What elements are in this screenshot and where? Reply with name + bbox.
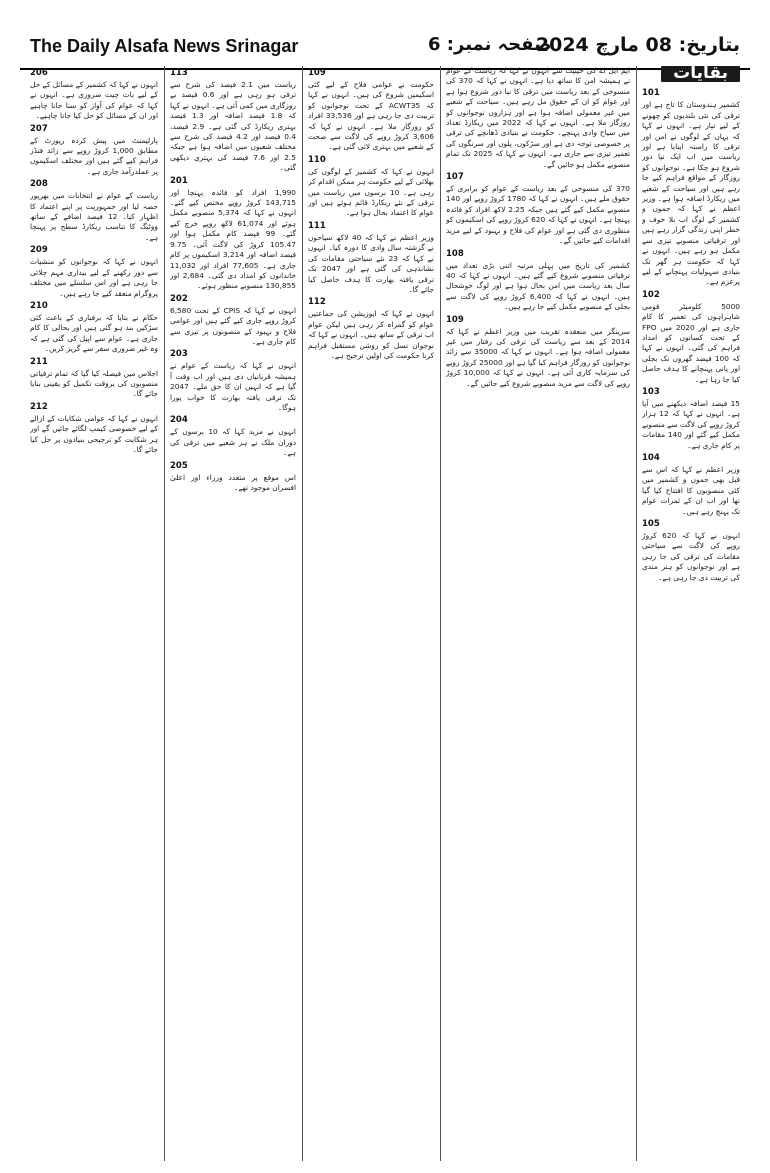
article-number: 108 [446,248,464,259]
article-block [170,294,296,348]
article-text: انہوں نے کہا کہ ریاست کے عوام نے ہمیشہ قربانیاں دی ہیں اور اب وقت آ گیا ہے کہ انہیں ان کا حق ملے۔ 2047 تک ترقی یافتہ بھارت کا خواب پورا ہوگا۔ [170,361,296,412]
article-text: اس موقع پر متعدد وزراء اور اعلیٰ افسران موجود تھے۔ [170,472,296,492]
article-number: 212 [30,401,48,412]
article-text: پارلیمنٹ میں پیش کردہ رپورٹ کے مطابق 1,000 کروڑ روپے سے زائد فنڈز فراہم کیے گئے ہیں اور مختلف اسکیموں پر عملدرآمد جاری ہے۔ [30,135,158,176]
article-number: 202 [170,293,188,304]
article-text: وزیر اعظم نے کہا کہ اس سے قبل بھی جموں و کشمیر میں کئی منصوبوں کا افتتاح کیا گیا تھا اور اب ان کے ثمرات عوام تک پہنچ رہے ہیں۔ [642,465,740,516]
article-text: سرینگر میں منعقدہ تقریب میں وزیر اعظم نے کہا کہ 2014 کے بعد سے ریاست کی ترقی کی رفتار میں غیر معمولی اضافہ ہوا ہے۔ انہوں نے کہا کہ 35000 سے زائد نوجوانوں کو روزگار فراہم کیا گیا ہے اور 25000 کروڑ روپے کی سرمایہ کاری آئی ہے۔ انہوں نے کہا کہ 10,000 کروڑ روپے کی لاگت سے مزید منصوبے شروع کیے جائیں گے۔ [446,326,630,388]
article-block [30,68,158,122]
article-text: 1,990 افراد کو فائدہ پہنچا اور 143,715 کروڑ روپے مختص کیے گئے۔ انہوں نے کہا کہ 5,374 منصوبے مکمل ہوئے اور 61,074 لاکھ روپے خرچ کیے گئے۔ 99 فیصد کام مکمل ہوا اور 105.47 کروڑ کی لاگت آئی۔ 9.75 فیصد اضافہ اور 3,214 اسکیموں پر کام جاری ہے۔ 77,605 افراد اور 11,032 خاندانوں کو امداد دی گئی۔ 2,684 اور 130,855 منصوبے منظور ہوئے۔ [170,187,296,291]
article-number: 201 [170,175,188,186]
article-text: انہوں نے کہا کہ کشمیر کے لوگوں کی بھلائی کے لیے حکومت ہر ممکن اقدام کر رہی ہے۔ 10 برسوں میں ریاست میں ترقی کے نئے ریکارڈ قائم ہوئے ہیں اور عوام کا اعتماد بحال ہوا ہے۔ [308,166,434,218]
article-number: 104 [642,453,660,463]
column-divider [164,66,165,1161]
article-block [170,349,296,413]
article-text: کشمیر ہندوستان کا تاج ہے اور ترقی کی نئی بلندیوں کو چھونے کے لیے تیار ہے۔ انہوں نے کہا کہ یہاں کے لوگوں نے امن اور ترقی کا راستہ اپنایا ہے اور ریاست میں اب ایک نیا دور شروع ہو چکا ہے۔ نوجوانوں کو روزگار کے مواقع فراہم کیے جا رہے ہیں اور سیاحت کے شعبے میں ریکارڈ اضافہ ہوا ہے۔ وزیر اعظم نے کہا کہ جموں و کشمیر کے لوگ اب بلا خوف و خطر اپنی زندگی گزار رہے ہیں اور ترقیاتی منصوبے تیزی سے مکمل ہو رہے ہیں۔ انہوں نے کہا کہ حکومت ہر گھر تک بنیادی سہولیات پہنچانے کے لیے پرعزم ہے۔ [642,100,740,287]
article-text: انہوں نے مزید کہا کہ 10 برسوں کے دوران ملک نے ہر شعبے میں ترقی کی ہے۔ [170,427,296,458]
article-block [308,221,434,295]
article-text: انہوں نے کہا کہ نوجوانوں کو منشیات سے دور رکھنے کے لیے بیداری مہم چلائی جا رہی ہے اور اس سلسلے میں مختلف پروگرام منعقد کیے جا رہے ہیں۔ [30,257,158,298]
article-block [170,461,296,494]
article-block [170,176,296,292]
article-text: انہوں نے کہا کہ 620 کروڑ روپے کی لاگت سے سیاحتی مقامات کی ترقی کی جا رہی ہے اور نوجوانوں کو ہنر مندی کی تربیت دی جا رہی ہے۔ [642,531,740,582]
column-1 [30,66,158,1161]
article-text: کشمیر کی تاریخ میں پہلی مرتبہ اتنی بڑی تعداد میں ترقیاتی منصوبے شروع کیے گئے ہیں۔ انہوں نے کہا کہ 40 سال بعد ریاست میں امن بحال ہوا ہے اور لوگ خوشحال ہیں۔ انہوں نے کہا کہ 6,400 کروڑ روپے کی لاگت سے بجلی کے منصوبے مکمل کیے جا رہے ہیں۔ [446,260,630,312]
article-number: 204 [170,415,188,426]
article-number: 210 [30,300,48,311]
masthead [20,26,750,70]
column-divider [636,66,637,1161]
column-2 [170,66,296,1161]
article-block [446,249,630,313]
column-divider [302,66,303,1161]
article-text: وزیر اعظم نے کہا کہ 40 لاکھ سیاحوں نے گزشتہ سال وادی کا دورہ کیا۔ انہوں نے کہا کہ 23 نئے سیاحتی مقامات کی نشاندہی کی گئی ہے اور 2047 تک ترقی یافتہ بھارت کا ہدف حاصل کیا جائے گا۔ [308,232,434,294]
article-text: اجلاس میں فیصلہ کیا گیا کہ تمام ترقیاتی منصوبوں کی بروقت تکمیل کو یقینی بنایا جائے گا۔ [30,368,158,399]
article-number: 107 [446,172,464,183]
article-number: 111 [308,220,326,231]
article-text: 15 فیصد اضافہ دیکھنے میں آیا ہے۔ انہوں نے کہا کہ 12 ہزار کروڑ روپے کی لاگت سے منصوبے مکمل کیے گئے اور 140 مقامات پر کام جاری ہے۔ [642,398,740,450]
column-2-body [170,68,296,493]
article-block [308,297,434,361]
article-block [642,519,740,583]
article-number: 208 [30,179,48,190]
paper-name: The Daily Alsafa News Srinagar [30,36,299,56]
article-number: 109 [308,68,326,78]
column-1-body [30,68,158,455]
article-block [30,402,158,456]
article-number: 103 [642,386,660,397]
article-text: ریاست کے عوام نے انتخابات میں بھرپور حصہ لیا اور جمہوریت پر اپنے اعتماد کا اظہار کیا۔ 12 فیصد اضافے کے ساتھ ووٹنگ کا تناسب ریکارڈ سطح پر پہنچا ہے۔ [30,191,158,242]
article-number: 203 [170,349,188,360]
column-5 [642,66,740,1161]
article-block [30,179,158,243]
article-text: ریاست میں 2.1 فیصد کی شرح سے ترقی ہو رہی ہے اور 0.6 فیصد بے روزگاری میں کمی آئی ہے۔ انہوں نے کہا کہ 1.8 فیصد اضافہ اور 1.3 فیصد بہتری ریکارڈ کی گئی ہے۔ 2.9 فیصد، 0.4 فیصد اور 4.2 فیصد کی شرح سے مختلف شعبوں میں اضافہ ہوا ہے جبکہ 2.5 اور 7.6 فیصد کی بہتری دیکھی گئی۔ [170,80,296,173]
article-block [30,245,158,299]
date-label: بتاریخ: 08 مارچ 2024 [535,34,740,56]
article-number: 101 [642,88,660,99]
article-block [308,155,434,219]
article-text: انہوں نے کہا کہ CPIS کے تحت 6,580 کروڑ روپے جاری کیے گئے ہیں اور عوامی فلاح و بہبود کے منصوبوں پر تیزی سے کام جاری ہے۔ [170,305,296,346]
article-number: 110 [308,154,326,165]
article-block [446,172,630,246]
column-3-body [308,68,434,361]
column-5-body [642,88,740,583]
article-number: 109 [446,314,464,325]
article-block [642,88,740,287]
article-text: حکام نے بتایا کہ برفباری کے باعث کئی سڑکیں بند ہو گئی ہیں اور بحالی کا کام جاری ہے۔ عوام سے اپیل کی گئی ہے کہ وہ غیر ضروری سفر سے گریز کریں۔ [30,312,158,354]
article-block [30,301,158,355]
article-block [642,453,740,517]
article-number: 205 [170,460,188,471]
article-text: انہوں نے کہا کہ کشمیر کے مسائل کے حل کے لیے بات چیت ضروری ہے۔ انہوں نے کہا کہ عوام کی آواز کو سنا جانا چاہیے اور ان کے مسائل کو حل کیا جانا چاہیے۔ [30,80,158,121]
article-number: 209 [30,245,48,256]
article-text: ایم ایل اے کی حیثیت سے انہوں نے کہا کہ ریاست کے عوام نے ہمیشہ امن کا ساتھ دیا ہے۔ انہوں نے کہا کہ 370 کی منسوخی کے بعد ریاست میں ترقی کا نیا دور شروع ہوا ہے اور عوام کو ان کے حقوق مل رہے ہیں۔ سیاحت کے شعبے میں غیر معمولی اضافہ ہوا ہے اور ہزاروں نوجوانوں کو روزگار ملا ہے۔ انہوں نے کہا کہ 2022 میں ریکارڈ تعداد میں سیاح وادی پہنچے۔ حکومت نے بنیادی ڈھانچے کی ترقی پر خصوصی توجہ دی ہے اور سڑکوں، پلوں اور سرنگوں کی تعمیر تیزی سے جاری ہے۔ انہوں نے کہا کہ 2025 تک تمام منصوبے مکمل ہو جائیں گے۔ [446,66,630,169]
article-block [446,66,630,170]
article-block [30,357,158,400]
article-block [170,68,296,174]
article-block [30,124,158,178]
article-block [308,68,434,153]
article-text: انہوں نے کہا کہ عوامی شکایات کے ازالے کے لیے خصوصی کیمپ لگائے جائیں گے اور ہر شکایت کو ترجیحی بنیادوں پر حل کیا جائے گا۔ [30,413,158,454]
article-number: 105 [642,519,660,530]
article-block [170,415,296,458]
column-3 [308,66,434,1161]
section-title: بقایات [661,66,740,82]
article-block [446,315,630,389]
article-text: انہوں نے کہا کہ اپوزیشن کی جماعتیں عوام کو گمراہ کر رہی ہیں لیکن عوام اب ترقی کے ساتھ ہیں۔ انہوں نے کہا کہ نوجوان نسل کو روشن مستقبل فراہم کرنا حکومت کی اولین ترجیح ہے۔ [308,309,434,360]
article-block [642,387,740,451]
article-number: 206 [30,68,48,78]
article-number: 112 [308,297,326,308]
article-number: 113 [170,68,188,78]
page-number-label: صفحہ نمبر: 6 [428,34,552,55]
column-4-body [446,66,630,389]
column-4 [446,66,630,1161]
column-divider [440,66,441,1161]
article-columns [30,66,740,1161]
article-text: 5000 کلومیٹر قومی شاہراہوں کی تعمیر کا کام جاری ہے اور 2020 میں FPO کے تحت کسانوں کو امداد فراہم کی گئی۔ انہوں نے کہا کہ 100 فیصد گھروں تک بجلی اور پانی پہنچانے کا ہدف حاصل کیا جا رہا ہے۔ [642,301,740,384]
article-text: حکومت نے عوامی فلاح کے لیے کئی اسکیمیں شروع کی ہیں۔ انہوں نے کہا کہ ACWT35 کے تحت نوجوانوں کو تربیت دی جا رہی ہے اور 33,536 افراد کو روزگار ملا ہے۔ انہوں نے کہا کہ 3,606 کروڑ روپے کی لاگت سے صحت کے شعبے میں بہتری لائی گئی ہے۔ [308,80,434,152]
article-number: 207 [30,123,48,134]
article-number: 211 [30,356,48,367]
article-text: 370 کی منسوخی کے بعد ریاست کے عوام کو برابری کے حقوق ملے ہیں۔ انہوں نے کہا کہ 1780 کروڑ روپے اور 140 منصوبے مکمل کیے گئے ہیں جبکہ 2.25 لاکھ افراد کو فائدہ پہنچا ہے۔ انہوں نے کہا کہ 620 کروڑ روپے کی اسکیموں کو منظوری دی گئی ہے اور عوام کی فلاح و بہبود کے لیے مزید اقدامات کیے جائیں گے۔ [446,184,630,246]
article-block [642,290,740,385]
article-number: 102 [642,289,660,300]
